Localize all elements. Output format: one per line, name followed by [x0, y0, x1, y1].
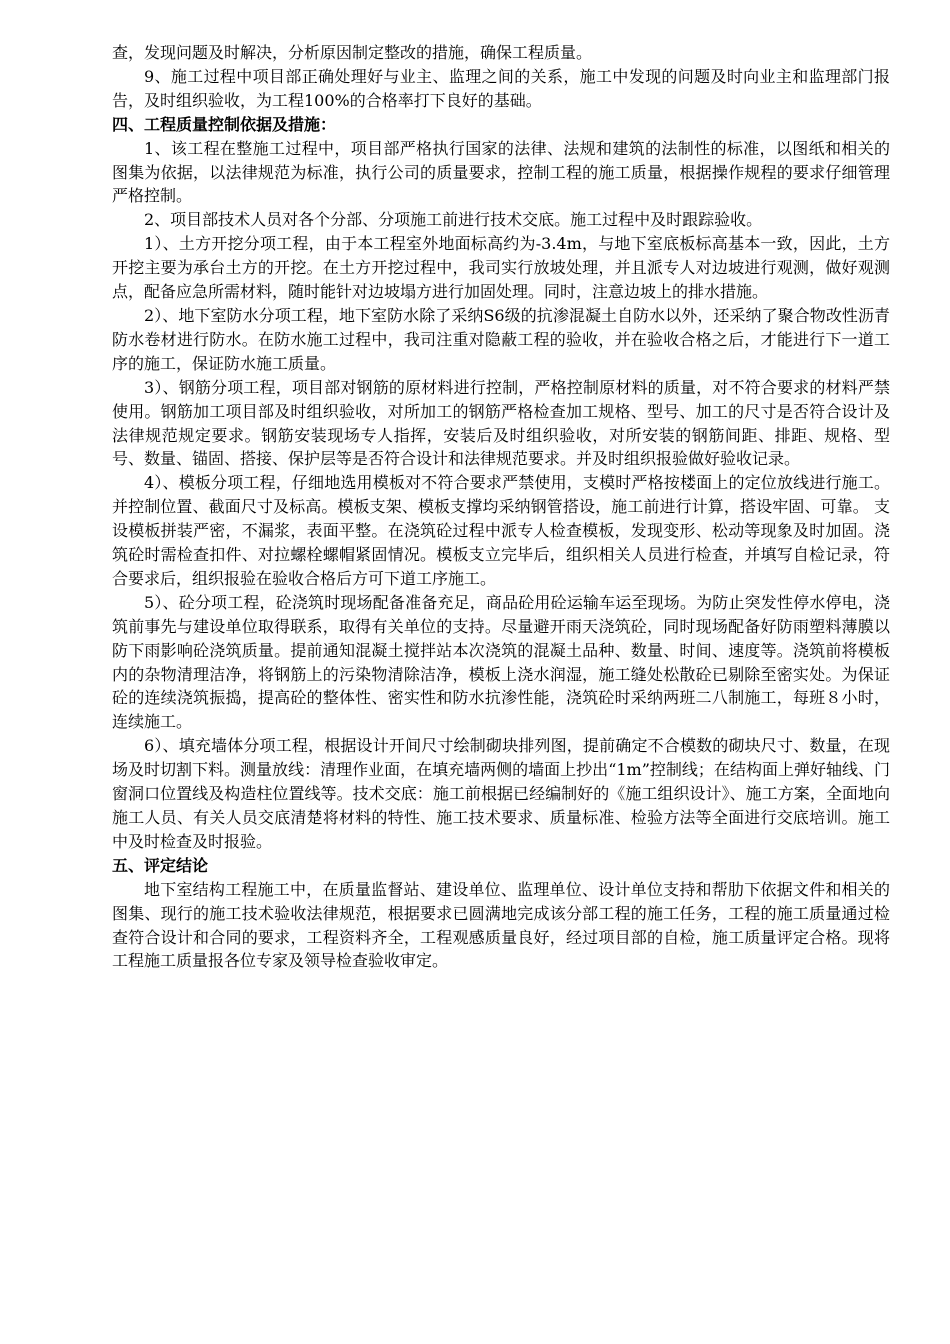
paragraph-item-2: 2、项目部技术人员对各个分部、分项施工前进行技术交底。施工过程中及时跟踪验收。	[144, 210, 763, 230]
paragraph-formwork: 4）、模板分项工程，仔细地选用模板对不符合要求严禁使用，支模时严格按楼面上的定位放线进行施工。并控制位置、截面尺寸及标高。模板支架、模板支撑均采纳钢管搭设，施工前进行计算，搭设牢固、可靠。 支设模板拼装严密，不漏浆，表面平整。在浇筑砼过程中派专人检查模板，发现变形、松动等现象及时加固。浇筑砼时需检查扣件、对拉螺栓螺帽紧固情况。模板支立完毕后，组织相关人员进行检查，并填写自检记录，符合要求后，组织报验在验收合格后方可下道工序施工。	[112, 473, 890, 588]
paragraph-earthwork: 1）、土方开挖分项工程，由于本工程室外地面标高约为-3.4m，与地下室底板标高基本一致，因此，土方开挖主要为承台土方的开挖。在土方开挖过程中，我司实行放坡处理，并且派专人对边坡进行观测，做好观测点，配备应急所需材料，随时能针对边坡塌方进行加固处理。同时，注意边坡上的排水措施。	[112, 234, 890, 302]
document-page	[112, 41, 890, 973]
paragraph-rebar: 3）、钢筋分项工程，项目部对钢筋的原材料进行控制，严格控制原材料的质量，对不符合要求的材料严禁使用。钢筋加工项目部及时组织验收，对所加工的钢筋严格检查加工规格、型号、加工的尺寸是否符合设计及法律规范规定要求。钢筋安装现场专人指挥，安装后及时组织验收，对所安装的钢筋间距、排距、规格、型号、数量、锚固、搭接、保护层等是否符合设计和法律规范要求。并及时组织报验做好验收记录。	[112, 377, 890, 469]
paragraph-infill-wall: 6）、填充墙体分项工程，根据设计开间尺寸绘制砌块排列图，提前确定不合模数的砌块尺寸、数量，在现场及时切割下料。测量放线：清理作业面，在填充墙两侧的墙面上抄出“1m”控制线；在结构面上弹好轴线、门窗洞口位置线及构造柱位置线等。技术交底：施工前根据已经编制好的《施工组织设计》、施工方案，全面地向施工人员、有关人员交底清楚将材料的特性、施工技术要求、质量标准、检验方法等全面进行交底培训。施工中及时检查及时报验。	[112, 736, 890, 851]
section-heading-4: 四、工程质量控制依据及措施：	[112, 114, 337, 134]
paragraph-item-1: 1、该工程在整施工过程中，项目部严格执行国家的法律、法规和建筑的法制性的标准，以图纸和相关的图集为依据，以法律规范为标准，执行公司的质量要求，控制工程的施工质量，根据操作规程的要求仔细管理严格控制。	[112, 138, 890, 206]
paragraph-conclusion: 地下室结构工程施工中，在质量监督站、建设单位、监理单位、设计单位支持和帮肋下依据文件和相关的图集、现行的施工技术验收法律规范，根据要求已圆满地完成该分部工程的施工任务，工程的施工质量通过检查符合设计和合同的要求，工程资料齐全，工程观感质量良好，经过项目部的自检，施工质量评定合格。现将工程施工质量报各位专家及领导检查验收审定。	[112, 879, 890, 971]
paragraph-waterproofing: 2）、地下室防水分项工程，地下室防水除了采纳S6级的抗渗混凝土自防水以外，还采纳了聚合物改性沥青防水卷材进行防水。在防水施工过程中，我司注重对隐蔽工程的验收，并在验收合格之后，才能进行下一道工序的施工，保证防水施工质量。	[112, 305, 890, 373]
section-heading-5: 五、评定结论	[112, 855, 209, 875]
paragraph-concrete: 5）、砼分项工程，砼浇筑时现场配备准备充足，商品砼用砼运输车运至现场。为防止突发性停水停电，浇筑前事先与建设单位取得联系，取得有关单位的支持。尽量避开雨天浇筑砼，同时现场配备好防雨塑料薄膜以防下雨影响砼浇筑质量。提前通知混凝土搅拌站本次浇筑的混凝土品种、数量、时间、速度等。浇筑前将模板内的杂物清理洁净，将钢筋上的污染物清除洁净，模板上浇水润湿，施工缝处松散砼已剔除至密实处。为保证砼的连续浇筑振捣，提高砼的整体性、密实性和防水抗渗性能，浇筑砼时采纳两班二八制施工，每班８小时，连续施工。	[112, 592, 890, 732]
paragraph-item-9: 9、施工过程中项目部正确处理好与业主、监理之间的关系，施工中发现的问题及时向业主和监理部门报告，及时组织验收，为工程100%的合格率打下良好的基础。	[112, 66, 890, 110]
paragraph-continuation: 查，发现问题及时解决，分析原因制定整改的措施，确保工程质量。	[112, 43, 593, 62]
